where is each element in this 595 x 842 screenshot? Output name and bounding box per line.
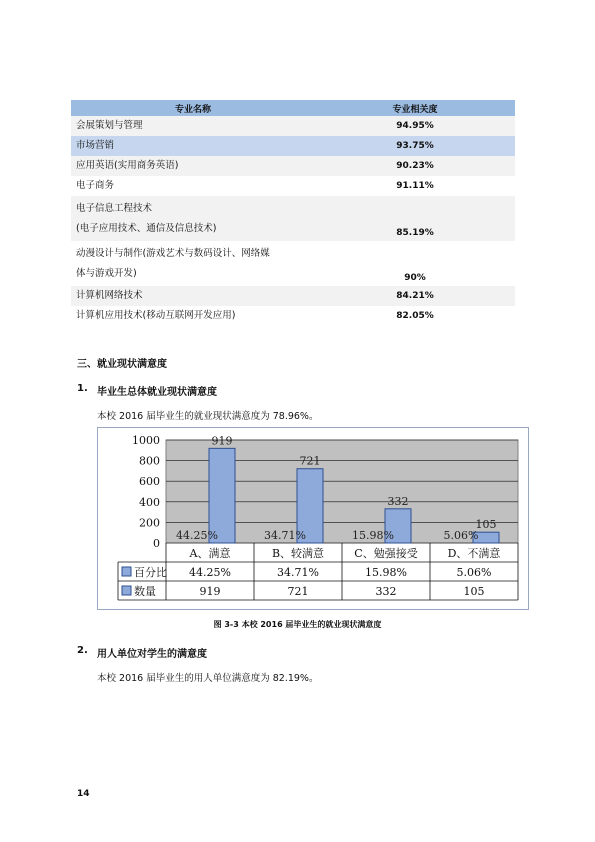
subsection-heading: 用人单位对学生的满意度	[97, 649, 207, 660]
relevance-value: 82.05%	[315, 306, 515, 326]
legend-key	[122, 586, 131, 595]
subsection-number: 2.	[77, 645, 88, 656]
relevance-value: 94.95%	[315, 116, 515, 136]
category-label: D、不满意	[447, 547, 501, 560]
major-name-line: 体与游戏开发)	[76, 267, 137, 279]
table-cell-value: 105	[463, 585, 485, 598]
y-tick-label: 800	[139, 454, 160, 468]
major-name: 应用英语(实用商务英语)	[71, 156, 315, 176]
category-label: C、勉强接受	[354, 547, 418, 560]
table-row	[71, 241, 515, 286]
legend-key	[122, 567, 131, 576]
table-cell-value: 15.98%	[365, 566, 407, 579]
bar-data-label: 919	[211, 434, 233, 448]
relevance-value: 85.19%	[315, 196, 515, 241]
table-cell-value: 44.25%	[189, 566, 231, 579]
major-relevance-table	[71, 100, 515, 326]
percent-data-label: 34.71%	[264, 529, 306, 542]
major-name-line: (电子应用技术、通信及信息技术)	[76, 222, 217, 234]
table-row	[71, 136, 515, 156]
category-label: A、满意	[189, 547, 231, 560]
major-name: 电子商务	[71, 176, 315, 196]
table-cell-value: 5.06%	[456, 566, 492, 579]
paragraph: 本校 2016 届毕业生的就业现状满意度为 78.96%。	[97, 411, 319, 422]
y-tick-label: 200	[139, 516, 160, 530]
y-tick-label: 0	[153, 537, 160, 550]
percent-data-label: 15.98%	[352, 529, 394, 542]
satisfaction-chart	[97, 427, 529, 610]
series-name: 百分比	[134, 566, 167, 579]
page-number: 14	[77, 789, 90, 799]
subsection-heading: 毕业生总体就业现状满意度	[97, 387, 217, 398]
table-cell-value: 34.71%	[277, 566, 319, 579]
table-row	[71, 196, 515, 241]
y-tick-label: 400	[139, 495, 160, 509]
relevance-value: 91.11%	[315, 176, 515, 196]
major-name	[71, 241, 315, 286]
major-name-line: 动漫设计与制作(游戏艺术与数码设计、网络媒	[76, 247, 270, 259]
major-name-line: 电子信息工程技术	[76, 202, 153, 214]
relevance-value: 93.75%	[315, 136, 515, 156]
y-tick-label: 600	[139, 475, 160, 489]
major-name: 计算机应用技术(移动互联网开发应用)	[71, 306, 315, 326]
figure-caption: 图 3-3 本校 2016 届毕业生的就业现状满意度	[213, 620, 382, 629]
major-name: 计算机网络技术	[71, 286, 315, 306]
bar-data-label: 721	[299, 454, 321, 468]
paragraph: 本校 2016 届毕业生的用人单位满意度为 82.19%。	[97, 673, 319, 684]
major-name	[71, 196, 315, 241]
table-cell-value: 332	[375, 585, 397, 598]
percent-data-label: 44.25%	[176, 529, 218, 542]
relevance-value: 90%	[315, 241, 515, 286]
major-name: 市场营销	[71, 136, 315, 156]
chart-svg	[98, 428, 528, 609]
bar-data-label: 332	[387, 494, 409, 508]
table-row	[71, 156, 515, 176]
table-row	[71, 116, 515, 136]
relevance-value: 90.23%	[315, 156, 515, 176]
bar-data-label: 105	[475, 518, 497, 532]
relevance-value: 84.21%	[315, 286, 515, 306]
table-row	[71, 306, 515, 326]
table-cell-value: 721	[287, 585, 309, 598]
series-name: 数量	[134, 585, 156, 598]
table-row	[71, 286, 515, 306]
percent-data-label: 5.06%	[443, 529, 479, 542]
y-tick-label: 1000	[132, 434, 160, 447]
table-header-major: 专业名称	[71, 100, 315, 116]
major-name: 会展策划与管理	[71, 116, 315, 136]
table-cell-value: 919	[199, 585, 221, 598]
table-row	[71, 176, 515, 196]
subsection-number: 1.	[77, 383, 88, 394]
category-label: B、较满意	[271, 547, 325, 560]
section-heading: 三、就业现状满意度	[77, 359, 167, 370]
table-header-relevance: 专业相关度	[315, 100, 515, 116]
